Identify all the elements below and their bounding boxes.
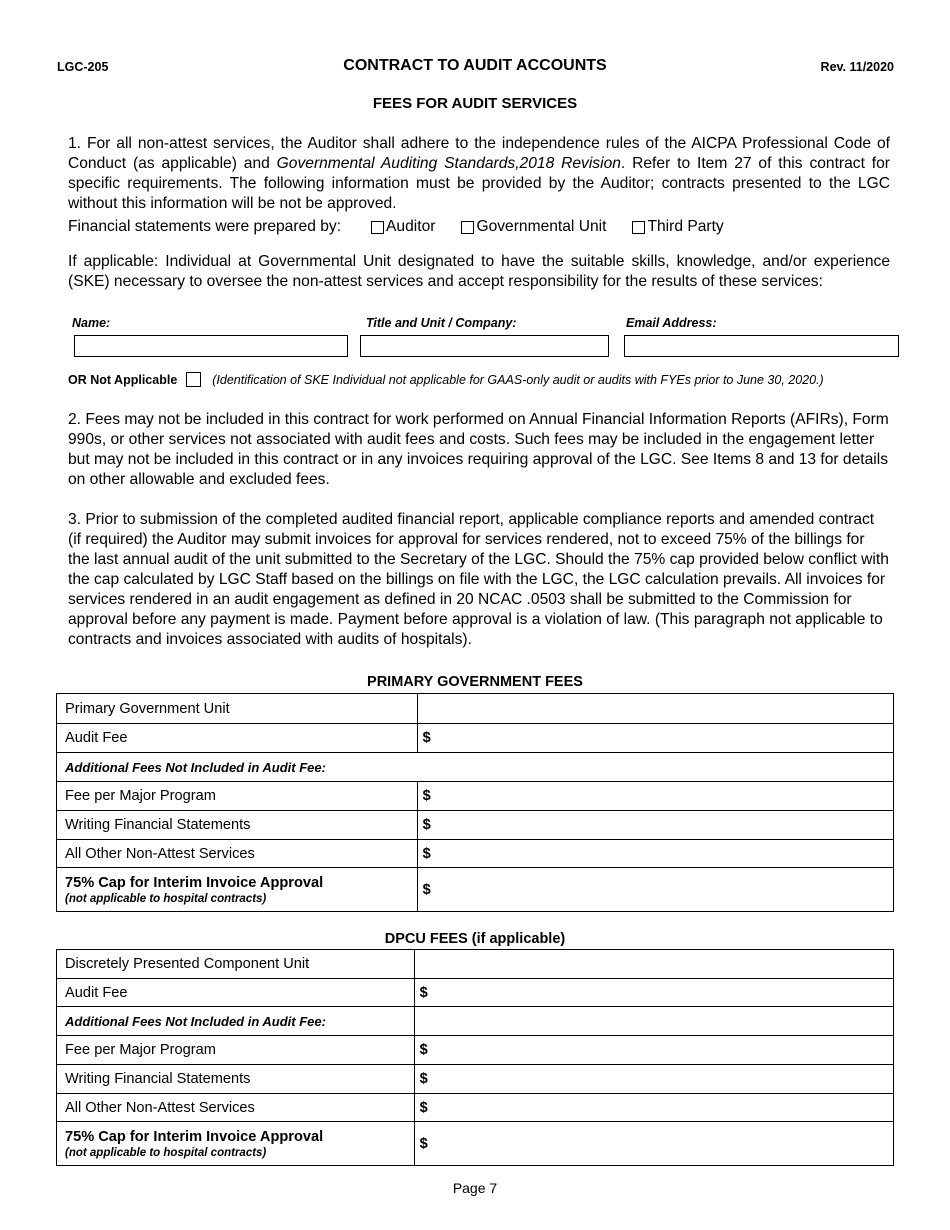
dpcu-writing-label: Writing Financial Statements <box>57 1065 415 1094</box>
not-applicable-checkbox[interactable] <box>186 372 201 387</box>
currency-symbol: $ <box>419 1042 428 1058</box>
paragraph-1-italic: Governmental Auditing Standards,2018 Revision <box>276 155 621 172</box>
not-applicable-note: (Identification of SKE Individual not applicable for GAAS-only audit or audits with FYEs prior to June 30, 2020.) <box>212 372 824 387</box>
currency-symbol: $ <box>422 881 431 898</box>
table-row <box>57 1122 894 1166</box>
dpcu-cap-note: (not applicable to hospital contracts) <box>65 1146 267 1159</box>
dpcu-other-services-label: All Other Non-Attest Services <box>57 1094 415 1122</box>
table-row <box>57 1007 894 1036</box>
dpcu-additional-fees-blank <box>414 1007 893 1036</box>
table-row <box>57 1094 894 1122</box>
dpcu-additional-fees-label: Additional Fees Not Included in Audit Fee: <box>57 1007 415 1036</box>
not-applicable-row <box>68 372 824 387</box>
paragraph-1-text-b: . Refer to Item 27 of this contract for specific requirements. The following information must be provided by the Auditor; contracts presented to the LGC without this information will be not be approved. <box>68 155 890 212</box>
ske-email-label: Email Address: <box>626 316 717 330</box>
table-row <box>57 979 894 1007</box>
prepared-by-row <box>68 218 750 236</box>
primary-cap-input[interactable] <box>417 868 893 912</box>
dpcu-fees-table <box>56 949 894 1166</box>
governmental-unit-option-label: Governmental Unit <box>476 218 607 235</box>
table-row <box>57 840 894 868</box>
dpcu-other-services-input[interactable] <box>414 1094 893 1122</box>
paragraph-1-text-a: 1. For all non-attest services, the Auditor shall adhere to the independence rules of the AICPA Professional Code of Conduct (as applicable) and <box>68 135 890 172</box>
primary-fees-title: PRIMARY GOVERNMENT FEES <box>367 674 583 690</box>
paragraph-3: 3. Prior to submission of the completed audited financial report, applicable compliance reports and amended contract (if required) the Auditor may submit invoices for approval for services rendered, not to exceed 75% of the billings for the last annual audit of the unit submitted to the Secretary of the LGC. Should the 75% cap provided below conflict with the cap calculated by LGC Staff based on the billings on file with the LGC, the LGC calculation prevails. All invoices for services rendered in an audit engagement as defined in 20 NCAC .0503 shall be submitted to the Commission for approval before any payment is made. Payment before approval is a violation of law. (This paragraph not applicable to contracts and invoices associated with audits of hospitals). <box>68 511 889 648</box>
prepared-by-label: Financial statements were prepared by: <box>68 218 342 235</box>
dpcu-audit-fee-label: Audit Fee <box>57 979 415 1007</box>
currency-symbol: $ <box>419 1135 428 1152</box>
table-row <box>57 1065 894 1094</box>
primary-major-program-input[interactable] <box>417 782 893 811</box>
primary-cap-cell <box>57 868 418 912</box>
currency-symbol: $ <box>422 845 431 862</box>
currency-symbol: $ <box>419 1099 428 1116</box>
governmental-unit-checkbox[interactable] <box>461 221 474 234</box>
not-applicable-label: OR Not Applicable <box>68 372 178 387</box>
ske-title-input[interactable] <box>360 335 609 357</box>
currency-symbol: $ <box>422 788 431 804</box>
table-row <box>57 950 894 979</box>
primary-unit-label: Primary Government Unit <box>57 694 418 724</box>
primary-unit-input[interactable] <box>417 694 893 724</box>
primary-other-services-input[interactable] <box>417 840 893 868</box>
ske-email-input[interactable] <box>624 335 899 357</box>
primary-audit-fee-label: Audit Fee <box>57 724 418 753</box>
dpcu-fees-title: DPCU FEES (if applicable) <box>384 931 566 947</box>
currency-symbol: $ <box>419 984 428 1001</box>
auditor-option-label: Auditor <box>386 218 436 235</box>
primary-audit-fee-input[interactable] <box>417 724 893 753</box>
ske-paragraph: If applicable: Individual at Governmental Unit designated to have the suitable skills, knowledge, and/or experience (SKE) necessary to oversee the non-attest services and accept responsibility for the results of these services: <box>68 253 890 290</box>
table-row <box>57 724 894 753</box>
table-row <box>57 1036 894 1065</box>
paragraph-1 <box>68 134 890 214</box>
primary-cap-label: 75% Cap for Interim Invoice Approval <box>65 874 324 891</box>
dpcu-cap-label: 75% Cap for Interim Invoice Approval <box>65 1128 324 1145</box>
dpcu-major-program-label: Fee per Major Program <box>57 1036 415 1065</box>
currency-symbol: $ <box>419 1071 428 1087</box>
ske-name-input[interactable] <box>74 335 348 357</box>
ske-title-label: Title and Unit / Company: <box>366 316 517 330</box>
primary-fees-table <box>56 693 894 912</box>
primary-additional-fees-label: Additional Fees Not Included in Audit Fee: <box>57 753 894 782</box>
paragraph-2: 2. Fees may not be included in this contract for work performed on Annual Financial Information Reports (AFIRs), Form 990s, or other services not associated with audit fees and costs. Such fees may be included in the engagement letter but may not be included in this contract or in any invoices requiring approval of the LGC. See Items 8 and 13 for details on other allowable and excluded fees. <box>68 411 889 488</box>
primary-major-program-label: Fee per Major Program <box>57 782 418 811</box>
dpcu-audit-fee-input[interactable] <box>414 979 893 1007</box>
third-party-checkbox[interactable] <box>632 221 645 234</box>
currency-symbol: $ <box>422 730 431 746</box>
auditor-checkbox[interactable] <box>371 221 384 234</box>
primary-writing-label: Writing Financial Statements <box>57 811 418 840</box>
dpcu-major-program-input[interactable] <box>414 1036 893 1065</box>
prepared-by-governmental-unit-option[interactable] <box>461 218 606 236</box>
dpcu-unit-label: Discretely Presented Component Unit <box>57 950 415 979</box>
page-number: Page 7 <box>452 1180 498 1196</box>
prepared-by-third-party-option[interactable] <box>632 218 723 236</box>
dpcu-cap-input[interactable] <box>414 1122 893 1166</box>
table-row <box>57 694 894 724</box>
document-title: CONTRACT TO AUDIT ACCOUNTS <box>343 57 607 74</box>
third-party-option-label: Third Party <box>647 218 724 235</box>
table-row <box>57 753 894 782</box>
table-row <box>57 868 894 912</box>
table-row <box>57 782 894 811</box>
revision-date: Rev. 11/2020 <box>820 60 894 74</box>
table-row <box>57 811 894 840</box>
primary-cap-note: (not applicable to hospital contracts) <box>65 892 267 905</box>
section-title: FEES FOR AUDIT SERVICES <box>372 95 578 112</box>
prepared-by-auditor-option[interactable] <box>371 218 435 236</box>
ske-name-label: Name: <box>72 316 111 330</box>
dpcu-writing-input[interactable] <box>414 1065 893 1094</box>
dpcu-unit-input[interactable] <box>414 950 893 979</box>
form-id: LGC-205 <box>57 60 109 74</box>
primary-writing-input[interactable] <box>417 811 893 840</box>
dpcu-cap-cell <box>57 1122 415 1166</box>
primary-other-services-label: All Other Non-Attest Services <box>57 840 418 868</box>
currency-symbol: $ <box>422 817 431 833</box>
